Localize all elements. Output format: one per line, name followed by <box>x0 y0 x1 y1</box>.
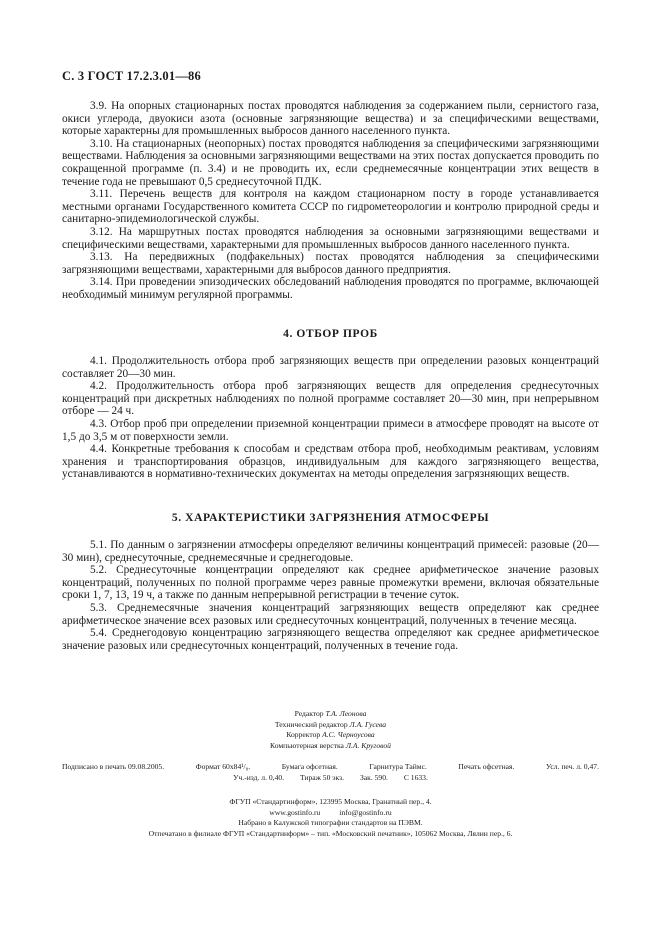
page-header: С. 3 ГОСТ 17.2.3.01—86 <box>62 69 201 83</box>
paper: Бумага офсетная. <box>281 762 338 771</box>
paragraph: 3.11. Перечень веществ для контроля на каждом стационарном посту в городе устанавливается местными органами Государственного комитета СССР по гидрометеорологии и контролю природной среды и санитарно-эпидемиологической службы. <box>62 188 599 226</box>
publisher-web: www.gostinfo.ru info@gostinfo.ru <box>269 807 392 817</box>
order-number: Зак. 590. <box>359 772 388 782</box>
printing-note: Отпечатано в филиале ФГУП «Стандартинформ» – тип. «Московский печатник», 105062 Москва, Лялин пер., 6. <box>148 828 513 838</box>
paragraph: 3.13. На передвижных (подфакельных) постах проводятся наблюдения за специфическими загрязняющими веществами, характерными для выбросов данного предприятия. <box>62 251 599 276</box>
paragraph: 4.2. Продолжительность отбора проб загрязняющих веществ для определения среднесуточных концентраций при дискретных наблюдениях по полной программе составляет 20—30 мин, при непрерывном отборе — 24 ч. <box>62 380 599 418</box>
publisher-info <box>0 797 661 839</box>
signed-date: Подписано в печать 09.08.2005. <box>62 762 165 771</box>
credit-tech-editor: Технический редактор Л.А. Гусева <box>274 719 387 729</box>
print-type: Печать офсетная. <box>458 762 515 771</box>
credit-corrector: Корректор А.С. Черноусова <box>286 730 375 740</box>
tirazh: Тираж 50 экз. <box>299 772 345 782</box>
publisher-address: ФГУП «Стандартинформ», 123995 Москва, Гранатный пер., 4. <box>229 797 432 806</box>
paragraph: 3.10. На стационарных (неопорных) постах проводятся наблюдения за специфическими загрязняющими веществами. Наблюдения за основными загрязняющими веществами на этих постах допускается проводить по сокращенной программе (п. 3.4) и не проводить их, если среднемесячные концентрации этих веществ в течение года не превышают 0,5 среднесуточной ПДК. <box>62 137 599 188</box>
paragraph: 4.1. Продолжительность отбора проб загрязняющих веществ при определении разовых концентраций составляет 20—30 мин. <box>62 355 599 380</box>
paragraph: 4.4. Конкретные требования к способам и средствам отбора проб, необходимым реактивам, условиям хранения и транспортирования образцов, индивидуальным для каждого загрязняющего вещества, устанавливаются в нормативно-технических документах на методы определения загрязняющих веществ. <box>62 443 599 481</box>
typesetting-note: Набрано в Калужской типографии стандартов на ПЭВМ. <box>238 818 423 828</box>
usl-pech: Усл. печ. л. 0,47. <box>545 762 599 771</box>
format: Формат 60x84¹/₈. <box>195 762 251 771</box>
uch-izd: Уч.-изд. л. 0,40. <box>233 772 285 782</box>
paragraph: 5.3. Среднемесячные значения концентраций загрязняющих веществ определяют как среднее арифметическое значение всех разовых или среднесуточных концентраций, полученных в течение месяца. <box>62 601 599 627</box>
paragraph-block-3 <box>62 100 599 302</box>
paragraph: 5.2. Среднесуточные концентрации определяют как среднее арифметическое значение разовых концентраций, полученных по полной программе через равные промежутки времени, включая обязательные сроки 1, 7, 13, 19 ч, а также по данным непрерывной регистрации в течение суток. <box>62 564 599 602</box>
font: Гарнитура Таймс. <box>369 762 427 771</box>
credits <box>0 709 661 751</box>
paragraph: 3.14. При проведении эпизодических обследований наблюдения проводятся по программе, включающей необходимый минимум регулярной программы. <box>62 276 599 301</box>
section-5-title: 5. ХАРАКТЕРИСТИКИ ЗАГРЯЗНЕНИЯ АТМОСФЕРЫ <box>171 512 490 524</box>
s-number: С 1633. <box>403 772 428 782</box>
credit-editor: Редактор Т.А. Леонова <box>294 709 367 718</box>
paragraph-block-4 <box>62 355 599 481</box>
paragraph-block-5 <box>62 539 599 652</box>
paragraph: 5.4. Среднегодовую концентрацию загрязняющего вещества определяют как среднее арифметическое значение разовых или среднесуточных концентраций, полученных в течение года. <box>62 627 599 652</box>
paragraph: 5.1. По данным о загрязнении атмосферы определяют величины концентраций примесей: разовые (20—30 мин), среднесуточные, среднемесячные и среднегодовые. <box>62 539 599 564</box>
credit-layout: Компьютерная верстка Л.А. Круговой <box>270 740 391 750</box>
paragraph: 3.12. На маршрутных постах проводятся наблюдения за основными загрязняющими веществами и специфическими веществами, характерными для промышленных выбросов данного населенного пункта. <box>62 225 599 251</box>
paragraph: 3.9. На опорных стационарных постах проводятся наблюдения за содержанием пыли, сернистого газа, окиси углерода, двуокиси азота (основные загрязняющие вещества) и за специфическими веществами, которые характерны для промышленных выбросов данного населенного пункта. <box>62 100 599 138</box>
print-stats <box>62 762 599 783</box>
section-4-title: 4. ОТБОР ПРОБ <box>283 328 378 340</box>
paragraph: 4.3. Отбор проб при определении приземной концентрации примеси в атмосфере проводят на высоте от 1,5 до 3,5 м от поверхности земли. <box>62 417 599 443</box>
